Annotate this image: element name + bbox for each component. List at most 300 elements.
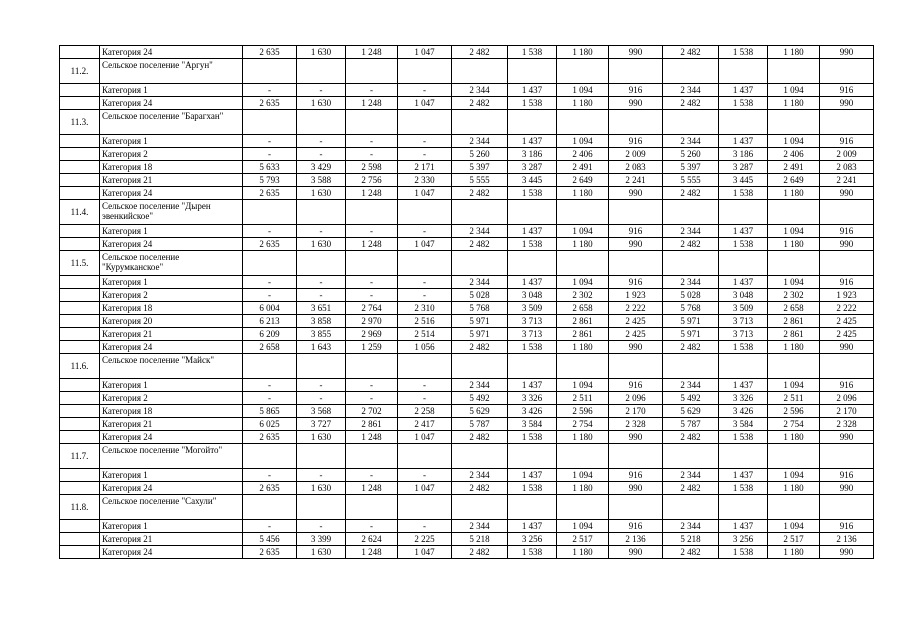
value-cell: 5 971 — [663, 315, 719, 328]
settlement-name: Сельское поселение "Барагхан" — [100, 110, 243, 135]
value-cell: 1 538 — [719, 97, 768, 110]
value-cell — [768, 110, 820, 135]
value-cell — [719, 444, 768, 469]
value-cell: 2 344 — [452, 469, 508, 482]
value-cell: - — [243, 289, 297, 302]
value-cell: 5 787 — [452, 418, 508, 431]
value-cell: 5 218 — [663, 533, 719, 546]
value-cell: 2 344 — [663, 520, 719, 533]
value-cell — [398, 59, 452, 84]
value-cell — [508, 110, 557, 135]
value-cell: 2 482 — [452, 482, 508, 495]
table-row — [60, 238, 874, 251]
value-cell: 2 425 — [820, 328, 874, 341]
value-cell: 2 649 — [768, 174, 820, 187]
table-row — [60, 148, 874, 161]
value-cell — [768, 200, 820, 225]
value-cell: 2 344 — [663, 225, 719, 238]
value-cell: 2 425 — [820, 315, 874, 328]
value-cell: 990 — [609, 97, 663, 110]
value-cell: 1 047 — [398, 546, 452, 559]
value-cell: 5 629 — [452, 405, 508, 418]
value-cell: 1 437 — [508, 135, 557, 148]
value-cell: 1 180 — [557, 431, 609, 444]
value-cell — [719, 110, 768, 135]
value-cell: 1 180 — [768, 238, 820, 251]
table-row — [60, 341, 874, 354]
value-cell: 916 — [609, 135, 663, 148]
value-cell: - — [297, 520, 346, 533]
value-cell: - — [346, 392, 398, 405]
value-cell: 2 596 — [557, 405, 609, 418]
value-cell: 1 538 — [508, 482, 557, 495]
value-cell: 5 768 — [663, 302, 719, 315]
value-cell: 3 713 — [508, 328, 557, 341]
value-cell: 1 094 — [768, 84, 820, 97]
value-cell: 2 009 — [820, 148, 874, 161]
value-cell: 2 658 — [557, 302, 609, 315]
category-name: Категория 21 — [100, 418, 243, 431]
table-row — [60, 431, 874, 444]
value-cell — [346, 200, 398, 225]
value-cell: - — [398, 276, 452, 289]
value-cell — [557, 495, 609, 520]
value-cell: 2 344 — [663, 469, 719, 482]
value-cell: 1 437 — [719, 520, 768, 533]
value-cell: 1 643 — [297, 341, 346, 354]
value-cell — [557, 354, 609, 379]
value-cell: 3 568 — [297, 405, 346, 418]
row-index — [60, 148, 100, 161]
value-cell: 990 — [820, 546, 874, 559]
value-cell: 3 326 — [719, 392, 768, 405]
value-cell: 2 491 — [768, 161, 820, 174]
value-cell: - — [398, 148, 452, 161]
value-cell: 1 248 — [346, 482, 398, 495]
value-cell: 2 635 — [243, 482, 297, 495]
table-row — [60, 469, 874, 482]
value-cell: - — [243, 392, 297, 405]
value-cell — [609, 200, 663, 225]
value-cell: 5 397 — [452, 161, 508, 174]
value-cell: 3 584 — [719, 418, 768, 431]
settlement-name: Сельское поселение "Дырен эвенкийское" — [100, 200, 243, 225]
value-cell: 1 630 — [297, 431, 346, 444]
value-cell: 1 094 — [768, 520, 820, 533]
value-cell: 1 437 — [508, 469, 557, 482]
value-cell: 3 399 — [297, 533, 346, 546]
value-cell — [346, 110, 398, 135]
table-row — [60, 225, 874, 238]
category-name: Категория 24 — [100, 546, 243, 559]
tariff-table — [59, 45, 874, 559]
value-cell: 2 482 — [452, 46, 508, 59]
row-index — [60, 187, 100, 200]
value-cell: 1 630 — [297, 97, 346, 110]
value-cell: 2 516 — [398, 315, 452, 328]
row-index — [60, 379, 100, 392]
value-cell — [243, 200, 297, 225]
value-cell: 2 171 — [398, 161, 452, 174]
value-cell: 3 588 — [297, 174, 346, 187]
category-name: Категория 21 — [100, 533, 243, 546]
value-cell: 2 096 — [820, 392, 874, 405]
value-cell: 990 — [820, 46, 874, 59]
value-cell: 3 727 — [297, 418, 346, 431]
table-row — [60, 405, 874, 418]
category-name: Категория 1 — [100, 469, 243, 482]
value-cell — [820, 110, 874, 135]
value-cell: 1 047 — [398, 97, 452, 110]
value-cell: 990 — [820, 482, 874, 495]
row-index: 11.6. — [60, 354, 100, 379]
value-cell: 1 180 — [768, 546, 820, 559]
value-cell: 1 094 — [557, 379, 609, 392]
value-cell: 2 511 — [768, 392, 820, 405]
value-cell: 2 406 — [768, 148, 820, 161]
value-cell — [346, 495, 398, 520]
value-cell: 990 — [609, 46, 663, 59]
value-cell: - — [297, 289, 346, 302]
value-cell: 1 094 — [557, 225, 609, 238]
value-cell: 2 258 — [398, 405, 452, 418]
value-cell: 990 — [820, 187, 874, 200]
value-cell: 2 425 — [609, 328, 663, 341]
table-row — [60, 379, 874, 392]
value-cell: 2 861 — [768, 328, 820, 341]
value-cell — [663, 200, 719, 225]
value-cell — [557, 251, 609, 276]
value-cell — [820, 200, 874, 225]
settlement-header-row — [60, 200, 874, 225]
value-cell: 3 186 — [719, 148, 768, 161]
category-name: Категория 24 — [100, 97, 243, 110]
value-cell — [508, 200, 557, 225]
value-cell: 1 538 — [719, 546, 768, 559]
value-cell: 5 865 — [243, 405, 297, 418]
row-index — [60, 418, 100, 431]
table-row — [60, 161, 874, 174]
value-cell — [398, 200, 452, 225]
value-cell: 2 482 — [663, 187, 719, 200]
value-cell: 1 094 — [768, 276, 820, 289]
value-cell: 3 713 — [719, 328, 768, 341]
value-cell: 2 344 — [663, 84, 719, 97]
value-cell — [452, 495, 508, 520]
value-cell: 2 482 — [663, 482, 719, 495]
value-cell — [768, 444, 820, 469]
category-name: Категория 1 — [100, 84, 243, 97]
value-cell — [820, 354, 874, 379]
value-cell: 2 310 — [398, 302, 452, 315]
value-cell: 3 048 — [508, 289, 557, 302]
value-cell: 2 344 — [663, 276, 719, 289]
value-cell — [508, 251, 557, 276]
category-name: Категория 2 — [100, 289, 243, 302]
value-cell — [609, 354, 663, 379]
row-index — [60, 46, 100, 59]
value-cell: 1 259 — [346, 341, 398, 354]
value-cell — [297, 251, 346, 276]
value-cell: 2 096 — [609, 392, 663, 405]
value-cell — [719, 200, 768, 225]
value-cell: 990 — [609, 546, 663, 559]
value-cell: 2 517 — [557, 533, 609, 546]
value-cell: 2 009 — [609, 148, 663, 161]
value-cell: 2 482 — [452, 97, 508, 110]
value-cell — [768, 251, 820, 276]
value-cell: 916 — [609, 225, 663, 238]
value-cell — [346, 354, 398, 379]
value-cell: 2 241 — [609, 174, 663, 187]
value-cell: 1 180 — [768, 97, 820, 110]
table-row — [60, 97, 874, 110]
row-index — [60, 405, 100, 418]
settlement-header-row — [60, 495, 874, 520]
value-cell: 2 406 — [557, 148, 609, 161]
value-cell: 2 482 — [452, 341, 508, 354]
row-index — [60, 238, 100, 251]
value-cell: 1 180 — [557, 546, 609, 559]
value-cell: 6 213 — [243, 315, 297, 328]
value-cell: 5 787 — [663, 418, 719, 431]
value-cell: 990 — [609, 482, 663, 495]
value-cell: 2 482 — [452, 238, 508, 251]
value-cell: 1 630 — [297, 546, 346, 559]
value-cell: 1 180 — [557, 187, 609, 200]
value-cell: 1 180 — [768, 46, 820, 59]
settlement-name: Сельское поселение "Сахули" — [100, 495, 243, 520]
value-cell: 1 248 — [346, 97, 398, 110]
row-index — [60, 97, 100, 110]
value-cell: 2 482 — [452, 431, 508, 444]
value-cell: 2 635 — [243, 97, 297, 110]
category-name: Категория 1 — [100, 520, 243, 533]
value-cell: 2 344 — [452, 225, 508, 238]
value-cell — [508, 444, 557, 469]
settlement-name: Сельское поселение "Аргун" — [100, 59, 243, 84]
value-cell: 5 555 — [452, 174, 508, 187]
value-cell: 1 538 — [719, 341, 768, 354]
table-row — [60, 187, 874, 200]
value-cell — [346, 251, 398, 276]
value-cell: 2 482 — [452, 187, 508, 200]
value-cell: - — [297, 148, 346, 161]
value-cell: 2 222 — [820, 302, 874, 315]
value-cell: 5 260 — [663, 148, 719, 161]
value-cell — [663, 251, 719, 276]
value-cell: 2 417 — [398, 418, 452, 431]
value-cell: 2 511 — [557, 392, 609, 405]
value-cell: 1 180 — [557, 46, 609, 59]
value-cell: 1 538 — [508, 238, 557, 251]
table-row — [60, 302, 874, 315]
value-cell: 2 225 — [398, 533, 452, 546]
category-name: Категория 1 — [100, 135, 243, 148]
table-body — [60, 46, 874, 559]
value-cell: - — [297, 135, 346, 148]
value-cell — [820, 59, 874, 84]
category-name: Категория 18 — [100, 161, 243, 174]
row-index — [60, 225, 100, 238]
value-cell: 3 287 — [508, 161, 557, 174]
value-cell: 2 969 — [346, 328, 398, 341]
value-cell: 2 328 — [820, 418, 874, 431]
row-index — [60, 161, 100, 174]
value-cell: 2 136 — [609, 533, 663, 546]
category-name: Категория 24 — [100, 482, 243, 495]
value-cell: 1 437 — [719, 225, 768, 238]
settlement-header-row — [60, 251, 874, 276]
value-cell: 1 437 — [719, 135, 768, 148]
value-cell: - — [398, 520, 452, 533]
value-cell: 1 437 — [508, 520, 557, 533]
value-cell: 1 248 — [346, 431, 398, 444]
value-cell: 1 094 — [768, 135, 820, 148]
row-index — [60, 328, 100, 341]
value-cell — [820, 251, 874, 276]
value-cell: 2 482 — [663, 431, 719, 444]
value-cell: 2 514 — [398, 328, 452, 341]
value-cell: 2 861 — [346, 418, 398, 431]
value-cell: 916 — [820, 225, 874, 238]
category-name: Категория 24 — [100, 341, 243, 354]
value-cell: 1 047 — [398, 238, 452, 251]
value-cell — [452, 59, 508, 84]
category-name: Категория 24 — [100, 46, 243, 59]
value-cell: 2 756 — [346, 174, 398, 187]
value-cell: 2 425 — [609, 315, 663, 328]
value-cell: - — [243, 135, 297, 148]
value-cell: - — [243, 84, 297, 97]
table-row — [60, 418, 874, 431]
value-cell: 6 004 — [243, 302, 297, 315]
value-cell: 3 287 — [719, 161, 768, 174]
value-cell: 2 344 — [452, 379, 508, 392]
value-cell: 3 429 — [297, 161, 346, 174]
value-cell: 2 482 — [663, 97, 719, 110]
value-cell: 6 209 — [243, 328, 297, 341]
table-row — [60, 46, 874, 59]
value-cell: 3 048 — [719, 289, 768, 302]
value-cell — [508, 59, 557, 84]
value-cell: 2 754 — [557, 418, 609, 431]
category-name: Категория 24 — [100, 187, 243, 200]
value-cell: 1 538 — [719, 46, 768, 59]
value-cell: 5 456 — [243, 533, 297, 546]
value-cell: 2 635 — [243, 238, 297, 251]
value-cell: - — [398, 392, 452, 405]
value-cell — [768, 495, 820, 520]
value-cell: - — [243, 276, 297, 289]
value-cell: 1 923 — [820, 289, 874, 302]
value-cell: 1 180 — [557, 97, 609, 110]
value-cell: 916 — [820, 469, 874, 482]
category-name: Категория 1 — [100, 276, 243, 289]
value-cell: 1 538 — [508, 546, 557, 559]
value-cell: 2 596 — [768, 405, 820, 418]
value-cell: - — [297, 392, 346, 405]
category-name: Категория 24 — [100, 431, 243, 444]
value-cell: 1 094 — [768, 379, 820, 392]
value-cell: 1 180 — [768, 341, 820, 354]
value-cell: 5 629 — [663, 405, 719, 418]
value-cell: 3 509 — [508, 302, 557, 315]
value-cell: - — [346, 84, 398, 97]
value-cell — [768, 59, 820, 84]
value-cell: 3 651 — [297, 302, 346, 315]
value-cell: 2 861 — [768, 315, 820, 328]
value-cell: 1 538 — [719, 431, 768, 444]
value-cell: 1 056 — [398, 341, 452, 354]
value-cell — [398, 495, 452, 520]
value-cell: 916 — [820, 276, 874, 289]
value-cell — [297, 495, 346, 520]
value-cell — [346, 444, 398, 469]
value-cell — [557, 444, 609, 469]
value-cell — [243, 59, 297, 84]
value-cell: 1 630 — [297, 187, 346, 200]
settlement-header-row — [60, 354, 874, 379]
value-cell: 1 437 — [508, 84, 557, 97]
category-name: Категория 18 — [100, 405, 243, 418]
value-cell: 916 — [609, 276, 663, 289]
value-cell: 1 180 — [557, 482, 609, 495]
value-cell: 1 094 — [768, 469, 820, 482]
value-cell: 1 047 — [398, 431, 452, 444]
value-cell: 2 344 — [452, 84, 508, 97]
settlement-name: Сельское поселение "Могойто" — [100, 444, 243, 469]
value-cell — [663, 495, 719, 520]
value-cell: 1 538 — [508, 46, 557, 59]
value-cell: 2 754 — [768, 418, 820, 431]
value-cell: 990 — [820, 341, 874, 354]
value-cell: 3 445 — [508, 174, 557, 187]
value-cell: 2 702 — [346, 405, 398, 418]
value-cell — [609, 444, 663, 469]
value-cell: 2 649 — [557, 174, 609, 187]
value-cell — [719, 495, 768, 520]
value-cell: 916 — [609, 84, 663, 97]
value-cell — [719, 354, 768, 379]
value-cell: - — [398, 379, 452, 392]
value-cell: 2 658 — [768, 302, 820, 315]
value-cell — [297, 444, 346, 469]
value-cell: 1 180 — [768, 431, 820, 444]
value-cell: 916 — [820, 135, 874, 148]
value-cell: 2 482 — [663, 546, 719, 559]
value-cell: 2 482 — [663, 341, 719, 354]
value-cell: 2 170 — [609, 405, 663, 418]
value-cell — [243, 110, 297, 135]
value-cell: 2 482 — [663, 46, 719, 59]
value-cell — [297, 354, 346, 379]
row-index — [60, 546, 100, 559]
row-index — [60, 289, 100, 302]
row-index — [60, 315, 100, 328]
value-cell: 3 858 — [297, 315, 346, 328]
value-cell: 2 482 — [663, 238, 719, 251]
value-cell — [452, 354, 508, 379]
value-cell: 1 094 — [557, 469, 609, 482]
value-cell: 916 — [820, 84, 874, 97]
value-cell: - — [297, 276, 346, 289]
value-cell: - — [243, 520, 297, 533]
table-row — [60, 482, 874, 495]
value-cell: 916 — [609, 469, 663, 482]
value-cell — [243, 354, 297, 379]
value-cell: 3 713 — [719, 315, 768, 328]
